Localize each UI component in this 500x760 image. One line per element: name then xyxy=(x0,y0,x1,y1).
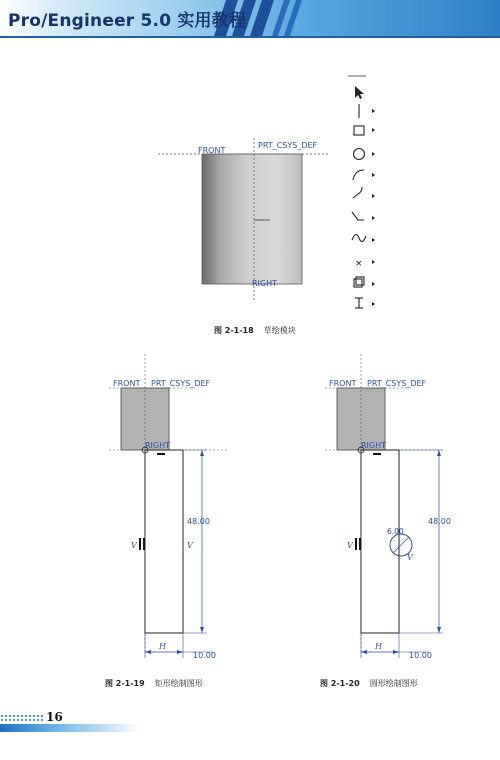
v-constraint-label-circle: V xyxy=(407,553,413,562)
chamfer-icon[interactable] xyxy=(352,212,364,220)
csys-label: PRT_CSYS_DEF xyxy=(258,141,318,150)
v-constraint-label-left: V xyxy=(347,541,353,550)
part-solid xyxy=(202,154,302,284)
point-icon[interactable] xyxy=(355,259,363,269)
sketched-rectangle xyxy=(145,450,183,633)
h-constraint-label: H xyxy=(159,642,166,651)
horizontal-dimension: 10.00 xyxy=(409,651,432,660)
figure-sketch-module xyxy=(150,70,390,320)
figure-circle-drawing xyxy=(315,352,485,664)
horizontal-dimension: 10.00 xyxy=(193,651,216,660)
v-constraint-label-left: V xyxy=(131,541,137,550)
right-label: RIGHT xyxy=(252,279,278,288)
right-label: RIGHT xyxy=(145,441,171,450)
circle-icon[interactable] xyxy=(354,149,365,160)
sketch-toolbar xyxy=(348,76,375,308)
diameter-dimension: 6.00 xyxy=(387,527,404,536)
csys-label: PRT_CSYS_DEF xyxy=(151,379,211,388)
fillet-icon[interactable] xyxy=(353,187,362,198)
arrow-select-icon[interactable] xyxy=(355,86,364,99)
csys-label: PRT_CSYS_DEF xyxy=(367,379,427,388)
arc-icon[interactable] xyxy=(353,170,364,180)
vertical-dimension: 48.00 xyxy=(187,517,210,526)
figure1-caption-text: 草绘模块 xyxy=(263,326,296,335)
footer-bar xyxy=(0,724,140,732)
figure1-caption-number: 图 2-1-18 xyxy=(214,326,254,335)
right-label: RIGHT xyxy=(361,441,387,450)
page-number: 16 xyxy=(46,710,63,724)
v-constraint-label-right: V xyxy=(187,541,193,550)
figure3-caption-text: 圆形绘制图形 xyxy=(369,679,418,688)
figure3-caption xyxy=(320,678,418,689)
front-label: FRONT xyxy=(329,379,357,388)
spline-icon[interactable] xyxy=(352,234,366,241)
rectangle-icon[interactable] xyxy=(354,126,364,135)
svg-text:×: × xyxy=(355,259,363,269)
front-label: FRONT xyxy=(113,379,141,388)
footer-dots xyxy=(0,714,44,722)
header-rule xyxy=(0,36,500,38)
figure1-caption xyxy=(214,325,296,336)
figure2-caption xyxy=(105,678,203,689)
figure2-caption-text: 矩形绘制图形 xyxy=(154,679,203,688)
front-label: FRONT xyxy=(198,146,226,155)
offset-icon[interactable] xyxy=(354,277,364,287)
page-header xyxy=(0,0,500,36)
vertical-dimension: 48.00 xyxy=(428,517,451,526)
header-title: Pro/Engineer 5.0 实用教程 xyxy=(8,11,247,31)
dimension-icon[interactable] xyxy=(355,298,363,308)
h-constraint-label: H xyxy=(375,642,382,651)
figure2-caption-number: 图 2-1-19 xyxy=(105,679,145,688)
figure3-caption-number: 图 2-1-20 xyxy=(320,679,360,688)
figure-rectangle-drawing xyxy=(95,352,265,664)
sketched-rectangle xyxy=(361,450,399,633)
